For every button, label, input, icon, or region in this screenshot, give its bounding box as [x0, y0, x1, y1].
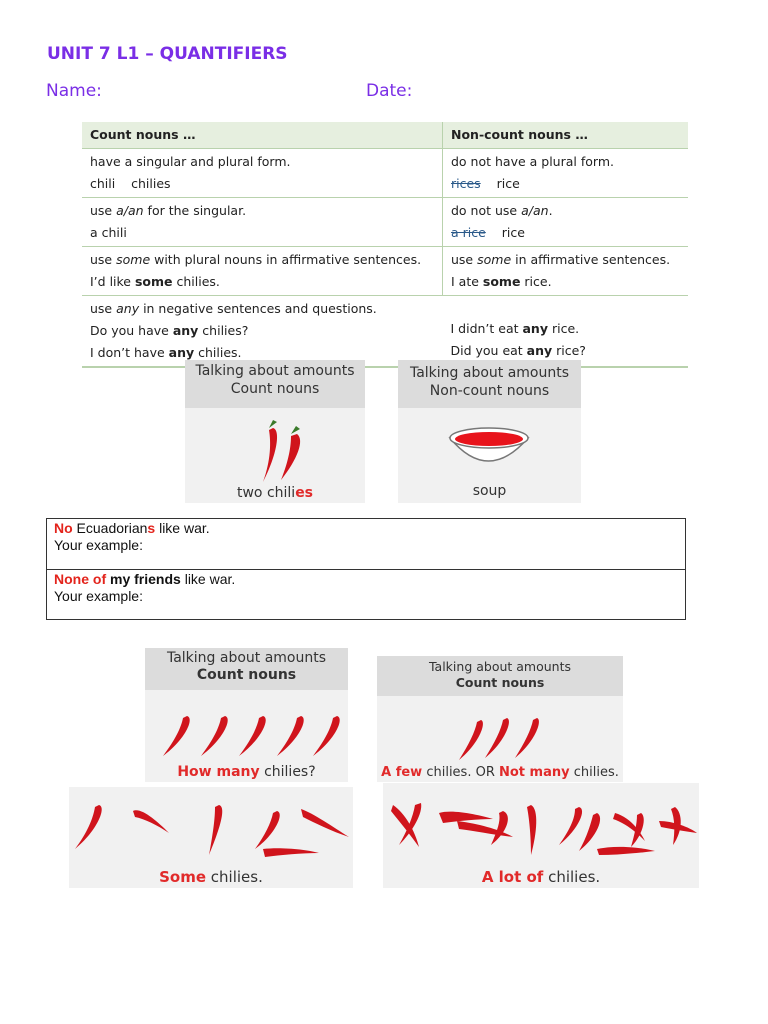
picture-subheading: Non-count nouns — [429, 383, 550, 399]
picture-subheading: Count nouns — [230, 381, 320, 397]
noncount-nouns-header: Non-count nouns … — [443, 122, 689, 149]
soup-bowl-icon — [398, 360, 581, 503]
example-sentence: Do you have any chilies? — [90, 323, 249, 338]
example-row: None of my friends like war. Your example: — [47, 569, 685, 619]
example-word: a chili — [90, 225, 127, 240]
example-word: chili — [90, 176, 116, 191]
a-few-picture: Talking about amounts Count nouns A few chilies. OR Not many chilies. — [377, 656, 623, 782]
picture-heading: Talking about amounts — [195, 363, 355, 379]
picture-heading: Talking about amounts — [409, 365, 570, 381]
crossed-out-word: a rice — [451, 225, 486, 240]
caption: two chili — [236, 485, 296, 501]
example-sentence: I didn’t eat any rice. — [450, 321, 580, 336]
rule-text: do not have a plural form. — [451, 154, 614, 169]
example-sentence: I ate some rice. — [451, 274, 552, 289]
picture-heading: Talking about amounts — [428, 659, 572, 674]
chili-icon — [145, 648, 348, 782]
chili-icon — [377, 656, 623, 782]
picture-heading: Talking about amounts — [166, 650, 327, 666]
quantifier-word: None of — [54, 571, 107, 587]
table-row — [82, 296, 688, 368]
caption: soup — [472, 483, 507, 499]
rule-text: do not use a/an. — [451, 203, 553, 218]
some-chilies-picture: Some chilies. — [69, 787, 353, 888]
name-label: Name: — [46, 81, 102, 101]
examples-table — [46, 518, 686, 620]
example-row: No Ecuadorians like war. Your example: — [47, 519, 685, 569]
grammar-table — [82, 122, 688, 368]
quantifier-word: No — [54, 520, 73, 536]
rule-text: use any in negative sentences and questions. — [90, 301, 377, 316]
two-chilies-picture — [185, 360, 365, 503]
table-row — [82, 198, 688, 247]
date-label: Date: — [366, 81, 413, 101]
quantifier-word: How many — [177, 764, 260, 780]
picture-subheading: Count nouns — [196, 667, 297, 683]
example-sentence: Did you eat any rice? — [450, 343, 586, 358]
chili-icon — [185, 360, 365, 503]
crossed-out-word: rices — [451, 176, 481, 191]
example-sentence: I’d like some chilies. — [90, 274, 220, 289]
table-row — [82, 149, 688, 198]
example-word: chilies — [131, 176, 171, 191]
a-lot-of-picture: A lot of chilies. — [383, 783, 699, 888]
rule-text: use a/an for the singular. — [90, 203, 247, 218]
caption-ending: es — [295, 485, 314, 501]
example-word: rice — [501, 225, 525, 240]
table-row — [82, 247, 688, 296]
picture-subheading: Count nouns — [455, 675, 545, 690]
how-many-picture — [145, 648, 348, 782]
caption: chilies? — [259, 764, 316, 780]
example-sentence: I don’t have any chilies. — [90, 345, 242, 360]
example-prompt: Your example: — [54, 537, 143, 553]
rule-text: use some in affirmative sentences. — [451, 252, 671, 267]
rule-text: use some with plural nouns in affirmative sentences. — [90, 252, 422, 267]
example-word: rice — [496, 176, 520, 191]
count-nouns-header: Count nouns … — [82, 122, 443, 149]
example-prompt: Your example: — [54, 588, 143, 604]
page-title: UNIT 7 L1 – QUANTIFIERS — [47, 44, 288, 64]
soup-picture — [398, 360, 581, 503]
rule-text: have a singular and plural form. — [90, 154, 291, 169]
